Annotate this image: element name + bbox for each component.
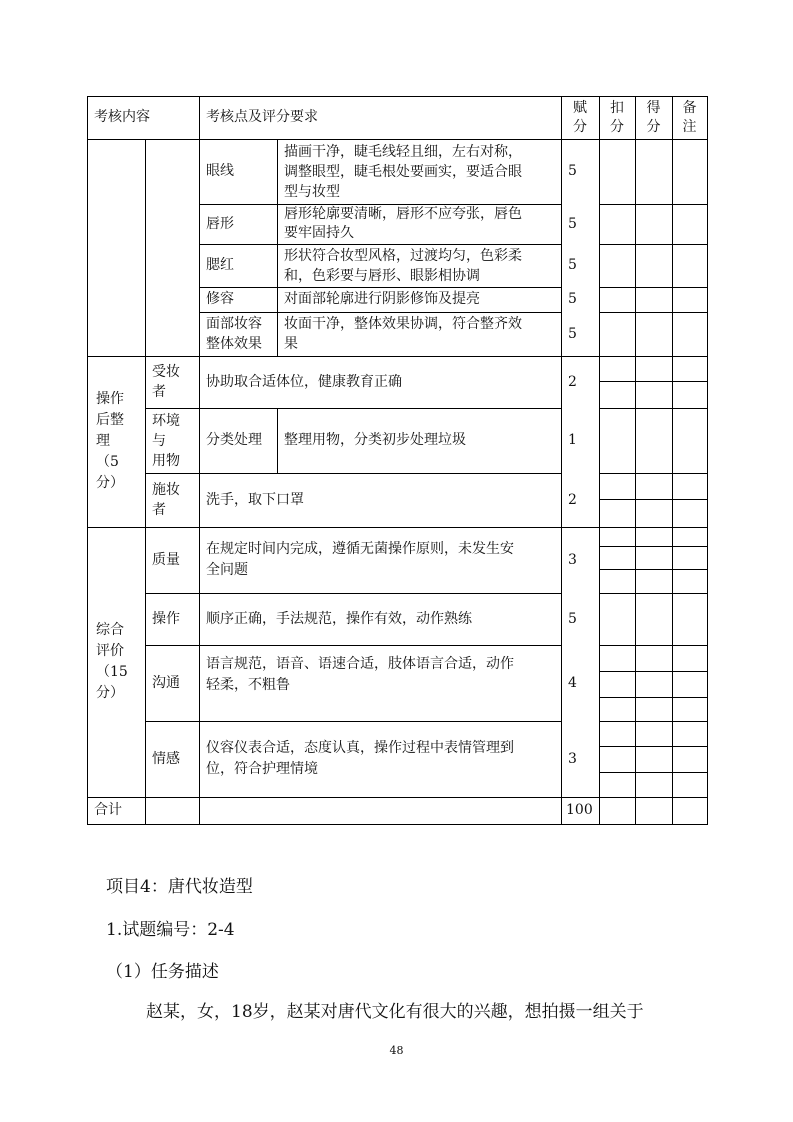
item-overall-makeup: 面部妆容 整体效果 [206,316,262,352]
score-eyeliner: 5 [568,163,577,179]
desc-makeup-artist: 洗手，取下口罩 [206,491,304,508]
score-contour: 5 [568,291,577,307]
header-content: 考核内容 [94,109,150,125]
desc-emotion: 仪容仪表合适，态度认真，操作过程中表情管理到 位，符合护理情境 [206,740,514,777]
score-recipient: 2 [568,373,577,390]
desc-environment: 整理用物，分类初步处理垃圾 [284,432,466,448]
role-quality: 质量 [152,551,180,568]
score-environment: 1 [568,432,577,448]
desc-recipient: 协助取合适体位，健康教育正确 [206,373,402,390]
desc-contour: 对面部轮廓进行阴影修饰及提亮 [284,291,480,307]
total-label: 合计 [94,802,122,818]
header-score: 赋 分 [573,99,587,135]
role-operation: 操作 [152,610,180,627]
role-recipient: 受妆 者 [152,364,180,400]
project-title: 项目4：唐代妆造型 [106,877,253,897]
desc-operation: 顺序正确，手法规范，操作有效，动作熟练 [206,610,472,627]
role-makeup-artist: 施妆 者 [152,482,180,518]
total-score: 100 [566,802,593,818]
question-number: 1.试题编号：2-4 [106,920,235,940]
category-overall: 综合 评价 （15 分） [96,622,128,701]
item-blush: 腮红 [206,257,234,273]
page-number: 48 [389,1044,404,1057]
score-makeup-artist: 2 [568,491,577,508]
task-paragraph: 赵某，女，18岁，赵某对唐代文化有很大的兴趣，想拍摄一组关于 [146,1002,644,1022]
header-deduct: 扣 分 [610,99,624,135]
header-note: 备 注 [682,99,697,135]
score-blush: 5 [568,257,577,273]
item-lips: 唇形 [206,215,234,232]
desc-eyeliner: 描画干净，睫毛线轻且细，左右对称， 调整眼型，睫毛根处要画实，要适合眼 型与妆型 [284,143,522,200]
desc-lips: 唇形轮廓要清晰，唇形不应夸张，唇色 要牢固持久 [284,206,522,241]
role-environment: 环境 与 用物 [152,412,180,469]
score-lips: 5 [568,215,577,232]
role-emotion: 情感 [152,750,180,767]
score-communication: 4 [568,674,577,691]
desc-blush: 形状符合妆型风格，过渡均匀，色彩柔 和，色彩要与唇形、眼影相协调 [284,247,522,284]
sub-sorting: 分类处理 [206,432,262,448]
header-got: 得 分 [646,99,661,135]
header-criteria: 考核点及评分要求 [206,109,318,125]
desc-quality: 在规定时间内完成，遵循无菌操作原则，未发生安 全问题 [206,541,514,578]
score-operation: 5 [568,610,577,627]
item-eyeliner: 眼线 [206,163,234,179]
desc-overall-makeup: 妆面干净，整体效果协调，符合整齐效 果 [284,316,522,352]
section-heading: （1）任务描述 [106,962,219,982]
role-communication: 沟通 [152,674,180,691]
category-after-op: 操作 后整 理 （5 分） [96,391,124,491]
score-emotion: 3 [568,750,577,767]
score-overall-makeup: 5 [568,325,577,342]
score-quality: 3 [568,551,577,568]
item-contour: 修容 [206,291,234,307]
desc-communication: 语言规范，语音、语速合适，肢体语言合适，动作 轻柔，不粗鲁 [206,656,514,693]
